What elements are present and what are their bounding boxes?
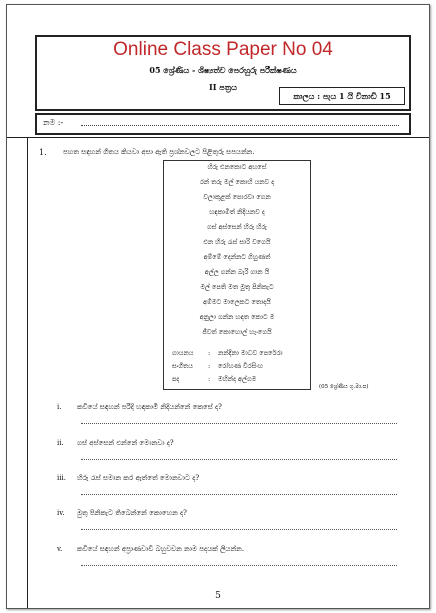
answer-line[interactable] xyxy=(81,565,397,566)
paper-subtitle: 05 ශ්‍රේණිය - ශිෂ්‍යත්ව පෙරහුරු පරීක්ෂණය xyxy=(149,65,297,75)
credit-value: රෝහණ වීරසිංහ xyxy=(218,362,264,370)
poem-line: වලාකුළක් පොරවා ගෙන xyxy=(203,193,271,201)
sub-question-text: කවියේ සඳහන් පරිදි හඳකාමි නිදියන්නේ කෙසේ ද? xyxy=(77,403,222,411)
poem-line: ගස් අස්සෙන් හිරු හිරු xyxy=(207,223,267,231)
credit-singer: ගායනය : නන්දිනා මාධව පෙරේරා xyxy=(172,349,283,357)
answer-line[interactable] xyxy=(81,459,397,460)
poem-line: එන හිරු රැස් සාරි වගෙයි xyxy=(203,238,271,246)
poem-box xyxy=(163,160,311,390)
name-field-box xyxy=(35,113,411,135)
poem-line: රන් තරු මල් කොහි යනව ද xyxy=(199,178,275,186)
poem-line: මල් පෙති මත මුතු පිනිකැට xyxy=(200,283,274,291)
exam-page xyxy=(6,4,430,609)
name-line[interactable] xyxy=(81,125,399,126)
poem-line: අනුලා ගන්න හඳත කොට ම xyxy=(199,313,275,321)
answer-line[interactable] xyxy=(81,529,397,530)
time-allowed: කාලය : පැය 1 යි විනාඩි 15 xyxy=(279,87,405,105)
credit-music: සංගීතය : රෝහණ වීරසිංහ xyxy=(172,362,264,370)
sub-question-number: ii. xyxy=(57,439,64,447)
sub-question-text: ගස් අස්සෙන් එන්නේ මොනවා ද? xyxy=(77,439,174,447)
divider xyxy=(7,137,429,138)
answer-line[interactable] xyxy=(81,494,397,495)
page-number: 5 xyxy=(215,591,221,601)
paper-part: II පත්‍රය xyxy=(209,82,237,92)
poem-line: අම්මට මාලෙකට තොදයි xyxy=(203,298,271,306)
answer-line[interactable] xyxy=(81,423,397,424)
poem-line: ජීවත් කොහොල් හැංගෙයි xyxy=(202,328,272,336)
sub-question-number: i. xyxy=(57,403,62,411)
sub-question-text: කවියේ සඳහන් අප්‍රාණවාචී බහුවචන නාම පදයක් ලියන්න. xyxy=(77,545,245,553)
credit-key: පද xyxy=(172,375,180,383)
question-text: පහත සඳහන් ගීතය කියවා අසා ඇති ප්‍රශ්නවලට පිළිතුරු සපයන්න. xyxy=(63,148,255,156)
paper-title: Online Class Paper No 04 xyxy=(113,39,333,60)
sub-question-number: v. xyxy=(57,545,63,553)
credit-value: නන්දිනා මාධව පෙරේරා xyxy=(218,349,283,357)
sub-question-number: iii. xyxy=(57,474,66,482)
poem-line: හිරු එනකොට අහසේ xyxy=(207,163,267,171)
name-label: නම :- xyxy=(43,118,64,127)
credit-value: මහින්ද අල්ගම xyxy=(218,375,257,383)
sub-question-text: හිරු රැස් සමාන කර ඇත්තේ මොනවාට ද? xyxy=(77,474,200,482)
header-box xyxy=(35,35,411,111)
sub-question-number: iv. xyxy=(57,509,65,517)
poem-line: හඳකාමිත් නිදියනව ද xyxy=(209,208,265,216)
poem-line: අල්ල ගන්න බැරි ගාන යි xyxy=(204,268,270,276)
sub-question-text: මුතු පිනිකැට තිබෙන්නේ කොහෙන ද? xyxy=(77,509,187,517)
poem-source: (05 ශ්‍රේණිය ගු.මා.ප) xyxy=(319,384,369,390)
question-number: 1. xyxy=(39,148,47,157)
credit-lyrics: පද : මහින්ද අල්ගම xyxy=(172,375,257,383)
poem-line: අම්මේ දෙන්නට ගිහුණත් xyxy=(203,253,271,261)
credit-key: සංගීතය xyxy=(172,362,193,370)
margin-line xyxy=(27,138,28,608)
credit-key: ගායනය xyxy=(172,349,194,357)
